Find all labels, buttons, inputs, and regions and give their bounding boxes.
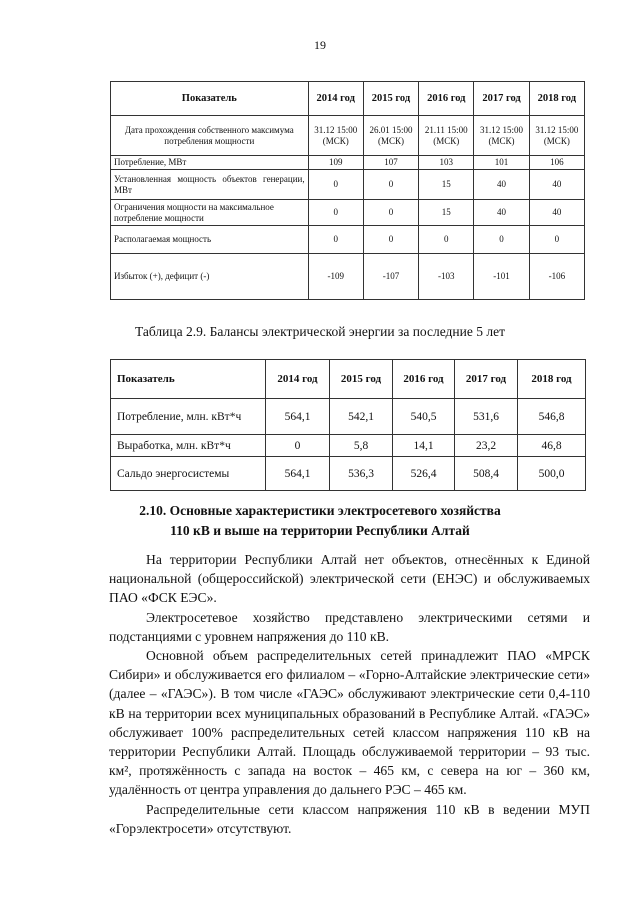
cell-value: -101 bbox=[474, 254, 529, 300]
cell-value: 40 bbox=[529, 170, 584, 200]
cell-value: 106 bbox=[529, 156, 584, 170]
cell-value: 15 bbox=[419, 170, 474, 200]
cell-value: -107 bbox=[363, 254, 418, 300]
table-row bbox=[111, 457, 586, 491]
table-header-row bbox=[111, 82, 585, 116]
header-year: 2016 год bbox=[393, 360, 455, 399]
cell-value: 0 bbox=[419, 226, 474, 254]
cell-value: 14,1 bbox=[393, 435, 455, 457]
cell-value: 564,1 bbox=[266, 399, 330, 435]
cell-value: 546,8 bbox=[518, 399, 586, 435]
cell-value: -109 bbox=[308, 254, 363, 300]
cell-value: 46,8 bbox=[518, 435, 586, 457]
table-row bbox=[111, 156, 585, 170]
cell-value: 15 bbox=[419, 200, 474, 226]
cell-value: 31.12 15:00 (МСК) bbox=[474, 116, 529, 156]
cell-value: 0 bbox=[474, 226, 529, 254]
cell-value: 0 bbox=[363, 200, 418, 226]
cell-value: 101 bbox=[474, 156, 529, 170]
cell-value: 21.11 15:00 (МСК) bbox=[419, 116, 474, 156]
cell-value: 0 bbox=[363, 226, 418, 254]
cell-value: 526,4 bbox=[393, 457, 455, 491]
paragraph: На территории Республики Алтай нет объектов, отнесённых к Единой национальной (общероссийской) электрической сети (ЕНЭС) и обслуживаемых ПАО «ФСК ЕЭС». bbox=[109, 552, 590, 606]
cell-value: 26.01 15:00 (МСК) bbox=[363, 116, 418, 156]
row-label: Ограничения мощности на максимальное потребление мощности bbox=[111, 200, 309, 226]
row-label: Дата прохождения собственного максимума потребления мощности bbox=[111, 116, 309, 156]
row-label: Располагаемая мощность bbox=[111, 226, 309, 254]
cell-value: 536,3 bbox=[330, 457, 393, 491]
power-balance-table bbox=[110, 81, 585, 300]
cell-value: 540,5 bbox=[393, 399, 455, 435]
cell-value: 0 bbox=[529, 226, 584, 254]
energy-balance-table bbox=[110, 359, 586, 491]
cell-value: 564,1 bbox=[266, 457, 330, 491]
table-row bbox=[111, 200, 585, 226]
cell-value: 31.12 15:00 (МСК) bbox=[529, 116, 584, 156]
row-label: Потребление, МВт bbox=[111, 156, 309, 170]
header-year: 2016 год bbox=[419, 82, 474, 116]
header-year: 2015 год bbox=[330, 360, 393, 399]
header-indicator: Показатель bbox=[111, 360, 266, 399]
cell-value: 0 bbox=[266, 435, 330, 457]
header-year: 2015 год bbox=[363, 82, 418, 116]
cell-value: 40 bbox=[474, 170, 529, 200]
cell-value: 0 bbox=[308, 226, 363, 254]
table-caption: Таблица 2.9. Балансы электрической энергии за последние 5 лет bbox=[134, 324, 505, 339]
header-year: 2017 год bbox=[474, 82, 529, 116]
row-label: Сальдо энергосистемы bbox=[111, 457, 266, 491]
cell-value: 103 bbox=[419, 156, 474, 170]
cell-value: 508,4 bbox=[455, 457, 518, 491]
paragraph: Основной объем распределительных сетей принадлежит ПАО «МРСК Сибири» и обслуживается его филиалом – «Горно-Алтайские электрические сети» (далее – «ГАЭС»). В том числе «ГАЭС» обслуживают электрические сети 0,4-110 кВ на территории всех муниципальных образований в Республике Алтай. «ГАЭС» обслуживает 100% распределительных сетей классом напряжения 110 кВ на территории Республики Алтай. Площадь обслуживаемой территории – 93 тыс. км², протяжённость с запада на восток – 465 км, с севера на юг – 360 км, удалённость от центра управления до дальнего РЭС – 465 км. bbox=[109, 648, 590, 798]
cell-value: 531,6 bbox=[455, 399, 518, 435]
cell-value: 109 bbox=[308, 156, 363, 170]
table-row bbox=[111, 226, 585, 254]
cell-value: 107 bbox=[363, 156, 418, 170]
section-heading-line: 110 кВ и выше на территории Республики Алтай bbox=[170, 523, 470, 538]
cell-value: -106 bbox=[529, 254, 584, 300]
cell-value: -103 bbox=[419, 254, 474, 300]
cell-value: 500,0 bbox=[518, 457, 586, 491]
table-row bbox=[111, 399, 586, 435]
header-year: 2014 год bbox=[308, 82, 363, 116]
cell-value: 0 bbox=[308, 170, 363, 200]
paragraph: Электросетевое хозяйство представлено электрическими сетями и подстанциями с уровнем напряжения до 110 кВ. bbox=[109, 609, 590, 644]
row-label: Избыток (+), дефицит (-) bbox=[111, 254, 309, 300]
paragraph: Распределительные сети классом напряжения 110 кВ в ведении МУП «Горэлектросети» отсутствуют. bbox=[109, 801, 590, 836]
cell-value: 0 bbox=[363, 170, 418, 200]
cell-value: 40 bbox=[529, 200, 584, 226]
cell-value: 542,1 bbox=[330, 399, 393, 435]
section-heading-line: 2.10. Основные характеристики электросетевого хозяйства bbox=[139, 503, 501, 518]
cell-value: 0 bbox=[308, 200, 363, 226]
row-label: Выработка, млн. кВт*ч bbox=[111, 435, 266, 457]
cell-value: 23,2 bbox=[455, 435, 518, 457]
row-label bbox=[111, 170, 309, 200]
table-header-row bbox=[111, 360, 586, 399]
cell-value: 31.12 15:00 (МСК) bbox=[308, 116, 363, 156]
table-row bbox=[111, 116, 585, 156]
cell-value: 40 bbox=[474, 200, 529, 226]
row-label: Потребление, млн. кВт*ч bbox=[111, 399, 266, 435]
header-year: 2017 год bbox=[455, 360, 518, 399]
header-year: 2018 год bbox=[529, 82, 584, 116]
section-heading bbox=[100, 501, 540, 541]
header-year: 2014 год bbox=[266, 360, 330, 399]
table-row bbox=[111, 170, 585, 200]
page-number: 19 bbox=[314, 38, 326, 52]
header-year: 2018 год bbox=[518, 360, 586, 399]
cell-value: 5,8 bbox=[330, 435, 393, 457]
row-label-text: Установленная мощность объектов генерации, МВт bbox=[114, 173, 305, 195]
header-indicator: Показатель bbox=[111, 82, 309, 116]
section-body bbox=[109, 550, 590, 838]
table-row bbox=[111, 254, 585, 300]
table-row bbox=[111, 435, 586, 457]
